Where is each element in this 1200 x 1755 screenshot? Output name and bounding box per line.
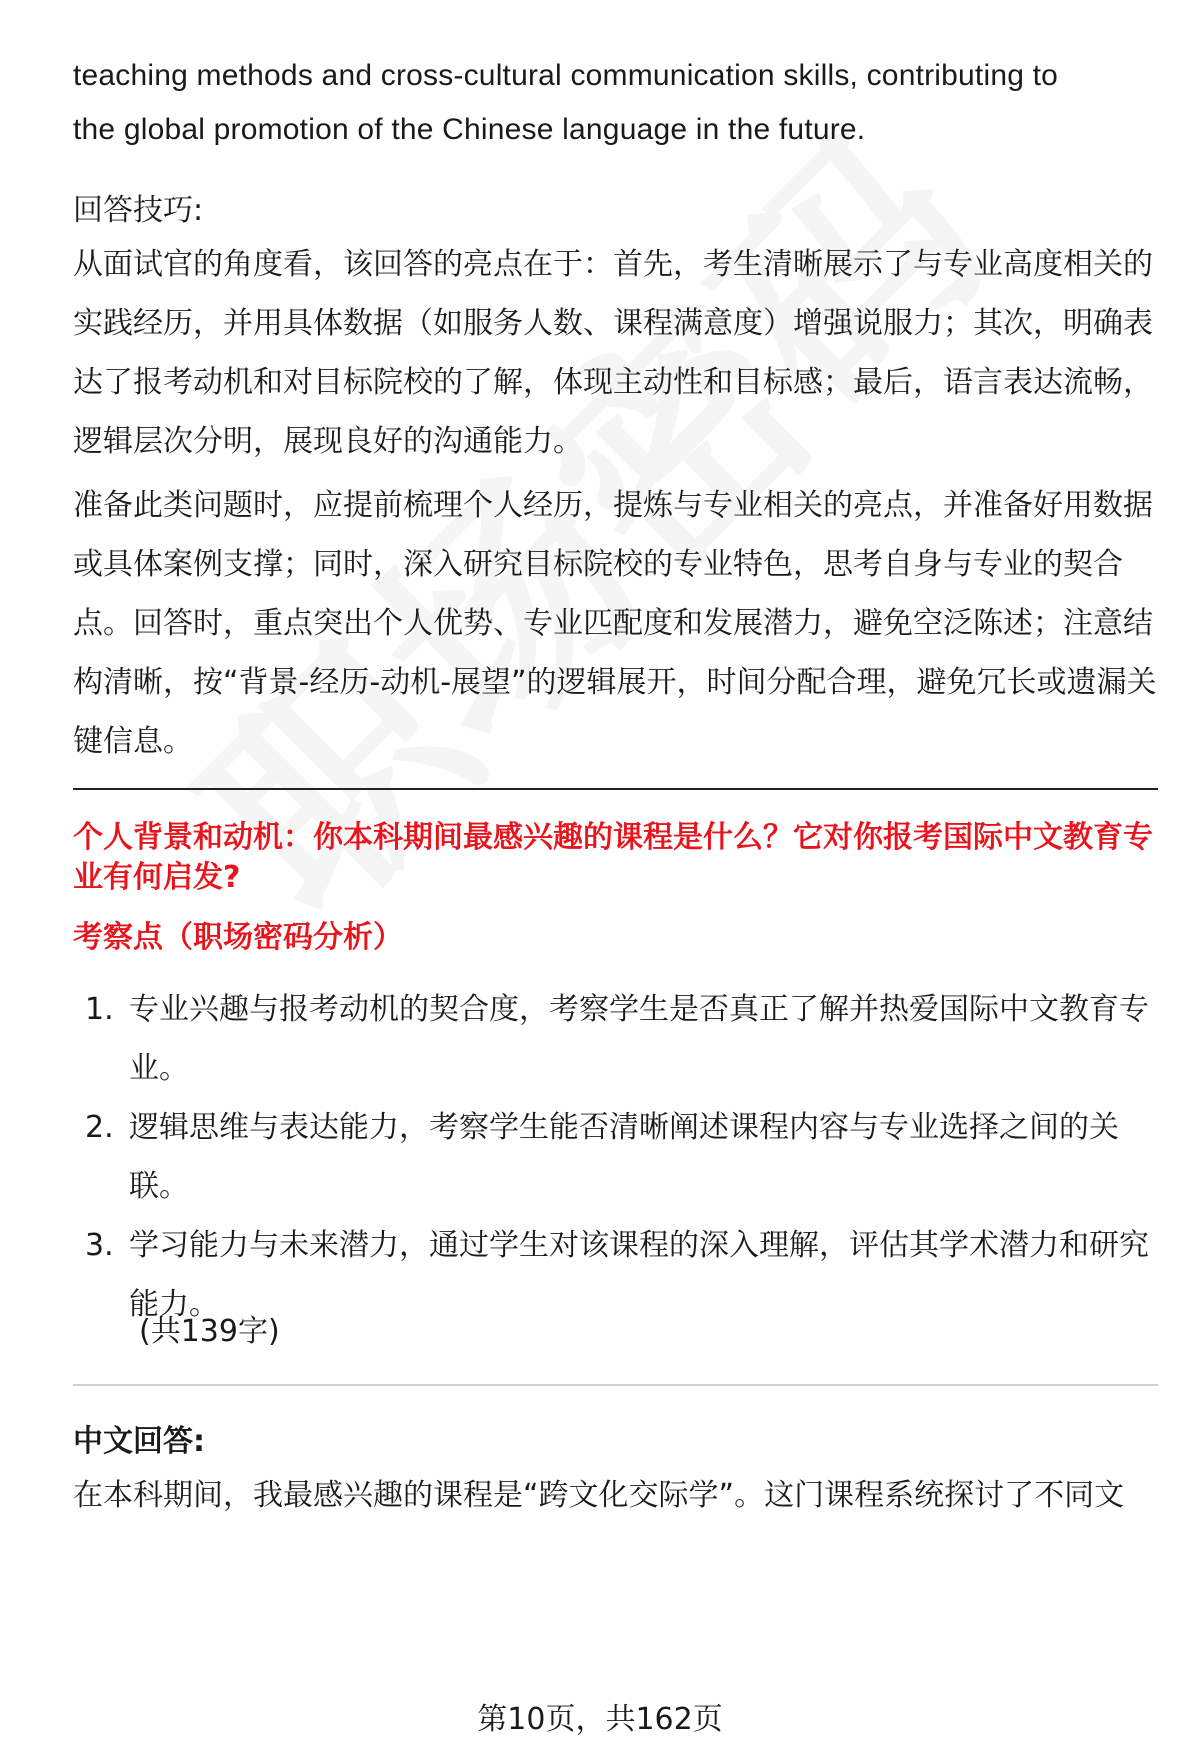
question-title: 个人背景和动机：你本科期间最感兴趣的课程是什么？它对你报考国际中文教育专业有何启发?	[73, 820, 1153, 895]
answer-label: 中文回答:	[73, 1424, 205, 1459]
page-number: 第10页，共162页	[477, 1702, 723, 1737]
list-item	[73, 980, 1158, 1098]
assessment-points	[73, 980, 1158, 1334]
list-item-number: 2.	[85, 1110, 114, 1145]
list-item-text: 学习能力与未来潜力，通过学生对该课程的深入理解，评估其学术潜力和研究能力。	[129, 1228, 1149, 1322]
list-item-text: 逻辑思维与表达能力，考察学生能否清晰阐述课程内容与专业选择之间的关联。	[129, 1110, 1119, 1204]
section-divider-light	[73, 1384, 1158, 1386]
intro-line-2: the global promotion of the Chinese language in the future.	[73, 113, 866, 146]
question-subtitle: 考察点（职场密码分析）	[73, 920, 403, 955]
answer-text: 在本科期间，我最感兴趣的课程是“跨文化交际学”。这门课程系统探讨了不同文	[73, 1478, 1125, 1513]
document-page	[73, 0, 1158, 1755]
tips-paragraph-1: 从面试官的角度看，该回答的亮点在于：首先，考生清晰展示了与专业高度相关的实践经历，并用具体数据（如服务人数、课程满意度）增强说服力；其次，明确表达了报考动机和对目标院校的了解，体现主动性和目标感；最后，语言表达流畅，逻辑层次分明，展现良好的沟通能力。	[73, 247, 1153, 459]
list-item-text: 专业兴趣与报考动机的契合度，考察学生是否真正了解并热爱国际中文教育专业。	[129, 992, 1149, 1086]
tips-label: 回答技巧:	[73, 193, 204, 228]
list-item-number: 1.	[85, 992, 114, 1027]
tips-paragraph-2: 准备此类问题时，应提前梳理个人经历，提炼与专业相关的亮点，并准备好用数据或具体案例支撑；同时，深入研究目标院校的专业特色，思考自身与专业的契合点。回答时，重点突出个人优势、专业匹配度和发展潜力，避免空泛陈述；注意结构清晰，按“背景-经历-动机-展望”的逻辑展开，时间分配合理，避免冗长或遗漏关键信息。	[73, 488, 1157, 759]
list-item	[73, 1098, 1158, 1216]
section-divider	[73, 788, 1158, 790]
character-count: (共139字)	[139, 1314, 280, 1349]
list-item-number: 3.	[85, 1228, 114, 1263]
intro-line-1: teaching methods and cross-cultural communication skills, contributing to	[73, 59, 1059, 92]
